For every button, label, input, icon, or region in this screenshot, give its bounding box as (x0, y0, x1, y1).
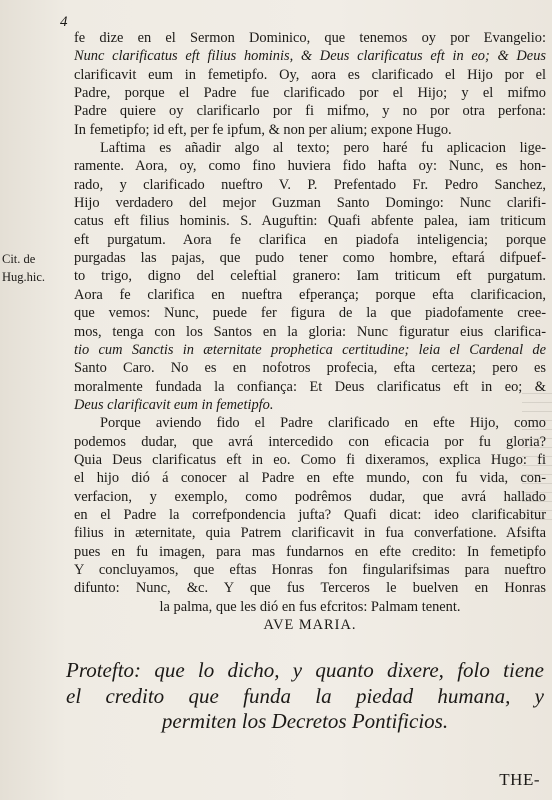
text-line: Laftima es añadir algo al texto; pero haré fu aplicacion lige- (100, 140, 546, 157)
text-line: Nunc clarificatus eft filius hominis, & Deus clarificatus eft in eo; & Deus (74, 48, 546, 65)
show-through-ink (522, 390, 552, 520)
text-line: Quia Deus clarificatus eft in eo. Como fi dixeramos, explica Hugo: fi (74, 451, 546, 468)
text-line: clarificavit eum in femetipfo. Oy, aora es clarificado el Hijo por el (74, 66, 546, 83)
text-line: mos, tenga con los Santos en la gloria: Nunc figuratur eius clarifica- (74, 323, 546, 340)
text-line: en el Padre la correfpondencia jufta? Quafi dicat: ideo clarificabitur (74, 506, 546, 523)
text-line: rado, y clarificado nueftro V. P. Prefentado Fr. Pedro Sanchez, (74, 176, 546, 193)
text-line: pues en fu imagen, para mas fundarnos en efte credito: In femetipfo (74, 543, 546, 560)
margin-note-citation: Cit. de (2, 252, 36, 266)
text-line: difunto: Nunc, &c. Y que fus Terceros le buelven en Honras (74, 580, 546, 597)
text-line: el hijo dió á conocer al Padre en efte mundo, con fu vida, con- (74, 470, 546, 487)
protest-declaration (66, 658, 544, 735)
ave-maria-heading: AVE MARIA. (263, 617, 357, 633)
text-line: verfacion, y exemplo, como podrêmos dudar, que avrá hallado (74, 488, 546, 505)
text-line: ramente. Aora, oy, como fino huviera fido hafta oy: Nunc, es hon- (74, 158, 546, 175)
protest-line: Protefto: que lo dicho, y quanto dixere, folo tiene (66, 658, 544, 682)
margin-note-hugo: Hug.hic. (2, 270, 46, 284)
protest-line: permiten los Decretos Pontificios. (161, 709, 449, 733)
text-line: Porque aviendo fido el Padre clarificado en efte Hijo, como (100, 415, 546, 432)
text-line: Padre quiere oy clarificarlo por fi mifmo, y no por otra perfona: (74, 103, 546, 120)
text-line: Hijo verdadero del mejor Guzman Santo Domingo: Nunc clarifi- (74, 195, 546, 212)
text-line: podemos dudar, que avrá intercedido con eficacia por fu gloria? (74, 433, 546, 450)
text-line: eft purgatum. Aora fe clarifica en piadofa inteligencia; porque (74, 231, 546, 248)
text-line: Aora fe clarifica en nueftra efperança; porque efta clarificacion, (74, 286, 546, 303)
text-line: la palma, que les dió en fus efcritos: Palmam tenent. (159, 598, 461, 615)
text-line: Padre, porque el Padre fue clarificado por el Hijo; y el mifmo (74, 85, 546, 102)
text-line: purgadas las pajas, que pudo tener como hombre, eftará difpuef- (74, 250, 546, 267)
catchword: THE- (499, 770, 540, 789)
sermon-text (74, 29, 546, 634)
page-number: 4 (60, 14, 68, 30)
text-line: to trigo, digno del celeftial granero: Iam triticum eft purgatum. (74, 268, 546, 285)
text-line: Deus clarificavit eum in femetipfo. (74, 396, 274, 413)
text-line: catus eft filius hominis. S. Auguftin: Quafi abfente palea, iam triticum (74, 213, 546, 230)
text-line: tio cum Sanctis in æternitate prophetica certitudine; leia el Cardenal de (74, 341, 546, 358)
text-line: In femetipfo; id eft, per fe ipfum, & non per alium; expone Hugo. (74, 121, 452, 138)
text-line: filius in æternitate, quia Patrem clarificavit in fua converfatione. Afsifta (74, 525, 546, 542)
text-line: Y concluyamos, que eftas Honras fon fingularifsimas para nueftro (74, 561, 546, 578)
text-line: Santo Caro. No es en nofotros profecia, efta certeza; pero es (74, 360, 546, 377)
text-line: fe dize en el Sermon Dominico, que tenemos oy por Evangelio: (74, 30, 546, 46)
text-line: moralmente fundada la confiança: Et Deus clarificatus eft in eo; & (74, 378, 546, 395)
text-line: que vemos: Nunc, puede fer figura de la que piadofamente cree- (74, 305, 546, 322)
protest-line: el credito que funda la piedad humana, y (66, 683, 544, 708)
